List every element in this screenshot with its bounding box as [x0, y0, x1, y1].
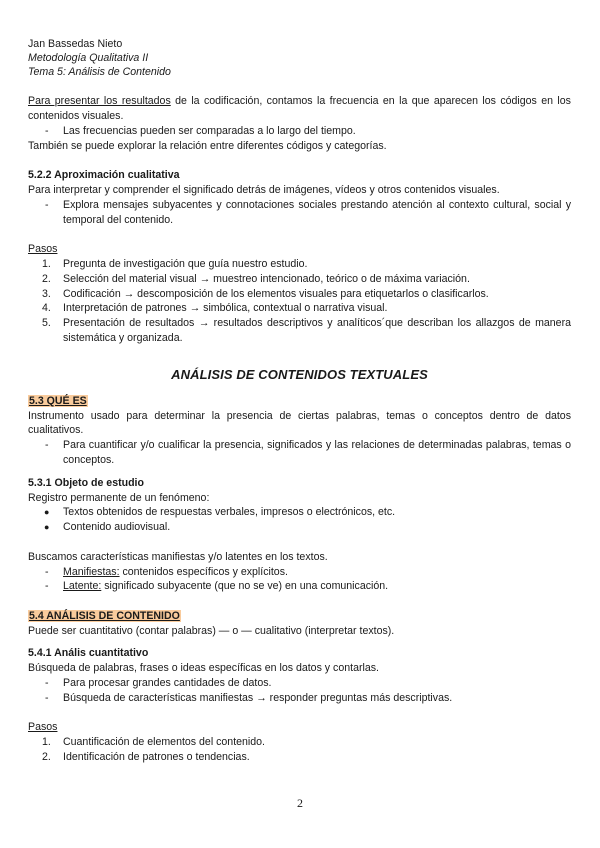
steps-label: Pasos [28, 721, 58, 734]
section-531-paragraph: Registro permanente de un fenómeno: [28, 491, 210, 504]
section-541-dash-list [28, 676, 571, 706]
list-item: - Para procesar grandes cantidades de datos. [45, 677, 272, 690]
section-53-paragraph: Instrumento usado para determinar la presencia de ciertas palabras, temas o conceptos dentro de datos cualitativos. [28, 409, 571, 437]
intro-underlined-phrase: Para presentar los resultados [28, 95, 171, 108]
steps-label: Pasos [28, 243, 58, 256]
page-number: 2 [297, 796, 303, 810]
document-page [28, 38, 571, 765]
section-531-bullet-list [28, 505, 571, 535]
section-541-title: 5.4.1 Anális cuantitativo [28, 647, 149, 660]
section-541-steps [28, 735, 571, 765]
section-53-title: 5.3 QUÉ ES [29, 394, 87, 407]
intro-paragraph-2: También se puede explorar la relación entre diferentes códigos y categorías. [28, 139, 387, 152]
list-item: ● Contenido audiovisual. [44, 521, 171, 534]
list-item: 4. Interpretación de patrones → simbólica, contextual o narrativa visual. [42, 302, 388, 315]
course-name: Metodología Qualitativa II [28, 51, 149, 64]
intro-paragraph: Para presentar los resultados de la codificación, contamos la frecuencia en la que aparecen los códigos en los contenidos visuales. [28, 95, 571, 122]
list-item: ● Textos obtenidos de respuestas verbales, impresos o electrónicos, etc. [44, 506, 396, 519]
section-522-title: 5.2.2 Aproximación cualitativa [28, 169, 180, 182]
section-54-title: 5.4 ANÁLISIS DE CONTENIDO [29, 609, 180, 622]
section-522-paragraph: Para interpretar y comprender el significado detrás de imágenes, vídeos y otros contenidos visuales. [28, 183, 500, 196]
list-item: 2. Identificación de patrones o tendencias. [42, 751, 250, 764]
list-item: - Para cuantificar y/o cualificar la presencia, significados y las relaciones de determinadas palabras, temas o conceptos. [45, 439, 571, 466]
intro-dash-list [28, 124, 571, 139]
list-item: 1. Cuantificación de elementos del contenido. [42, 736, 266, 749]
list-item: 5. Presentación de resultados → resultados descriptivos y analíticos´que describan los allazgos de manera sistemática y organizada. [42, 317, 571, 344]
section-54-paragraph: Puede ser cuantitativo (contar palabras) — o — cualitativo (interpretar textos). [28, 624, 395, 637]
author-name: Jan Bassedas Nieto [28, 38, 123, 50]
list-item: - Manifiestas: contenidos específicos y explícitos. [45, 565, 288, 578]
section-531-title: 5.3.1 Objeto de estudio [28, 476, 144, 489]
list-item: - Búsqueda de características manifiestas → responder preguntas más descriptivas. [45, 691, 453, 704]
section-53-dash-list [28, 438, 571, 468]
document-header [28, 38, 571, 79]
list-item: - Explora mensajes subyacentes y connotaciones sociales prestando atención al contexto cultural, social y temporal del contenido. [45, 198, 571, 226]
topic-title: Tema 5: Análisis de Contenido [28, 65, 171, 78]
list-item: - Latente: significado subyacente (que no se ve) en una comunicación. [45, 580, 389, 593]
list-item: 1. Pregunta de investigación que guía nuestro estudio. [42, 257, 308, 270]
section-541-paragraph: Búsqueda de palabras, frases o ideas específicas en los datos y contarlas. [28, 662, 379, 675]
section-522-steps [28, 257, 571, 346]
section-522-dash-list [28, 198, 571, 228]
section-531-dash-list [28, 565, 571, 595]
list-item: 2. Selección del material visual → muestreo intencionado, teórico o de máxima variación. [42, 272, 470, 285]
section-531-paragraph-2: Buscamos características manifiestas y/o latentes en los textos. [28, 550, 328, 563]
list-item: - Las frecuencias pueden ser comparadas a lo largo del tiempo. [45, 124, 356, 137]
main-section-title: ANÁLISIS DE CONTENIDOS TEXTUALES [171, 366, 428, 382]
list-item: 3. Codificación → descomposición de los elementos visuales para etiquetarlos o clasificarlos. [42, 287, 489, 300]
